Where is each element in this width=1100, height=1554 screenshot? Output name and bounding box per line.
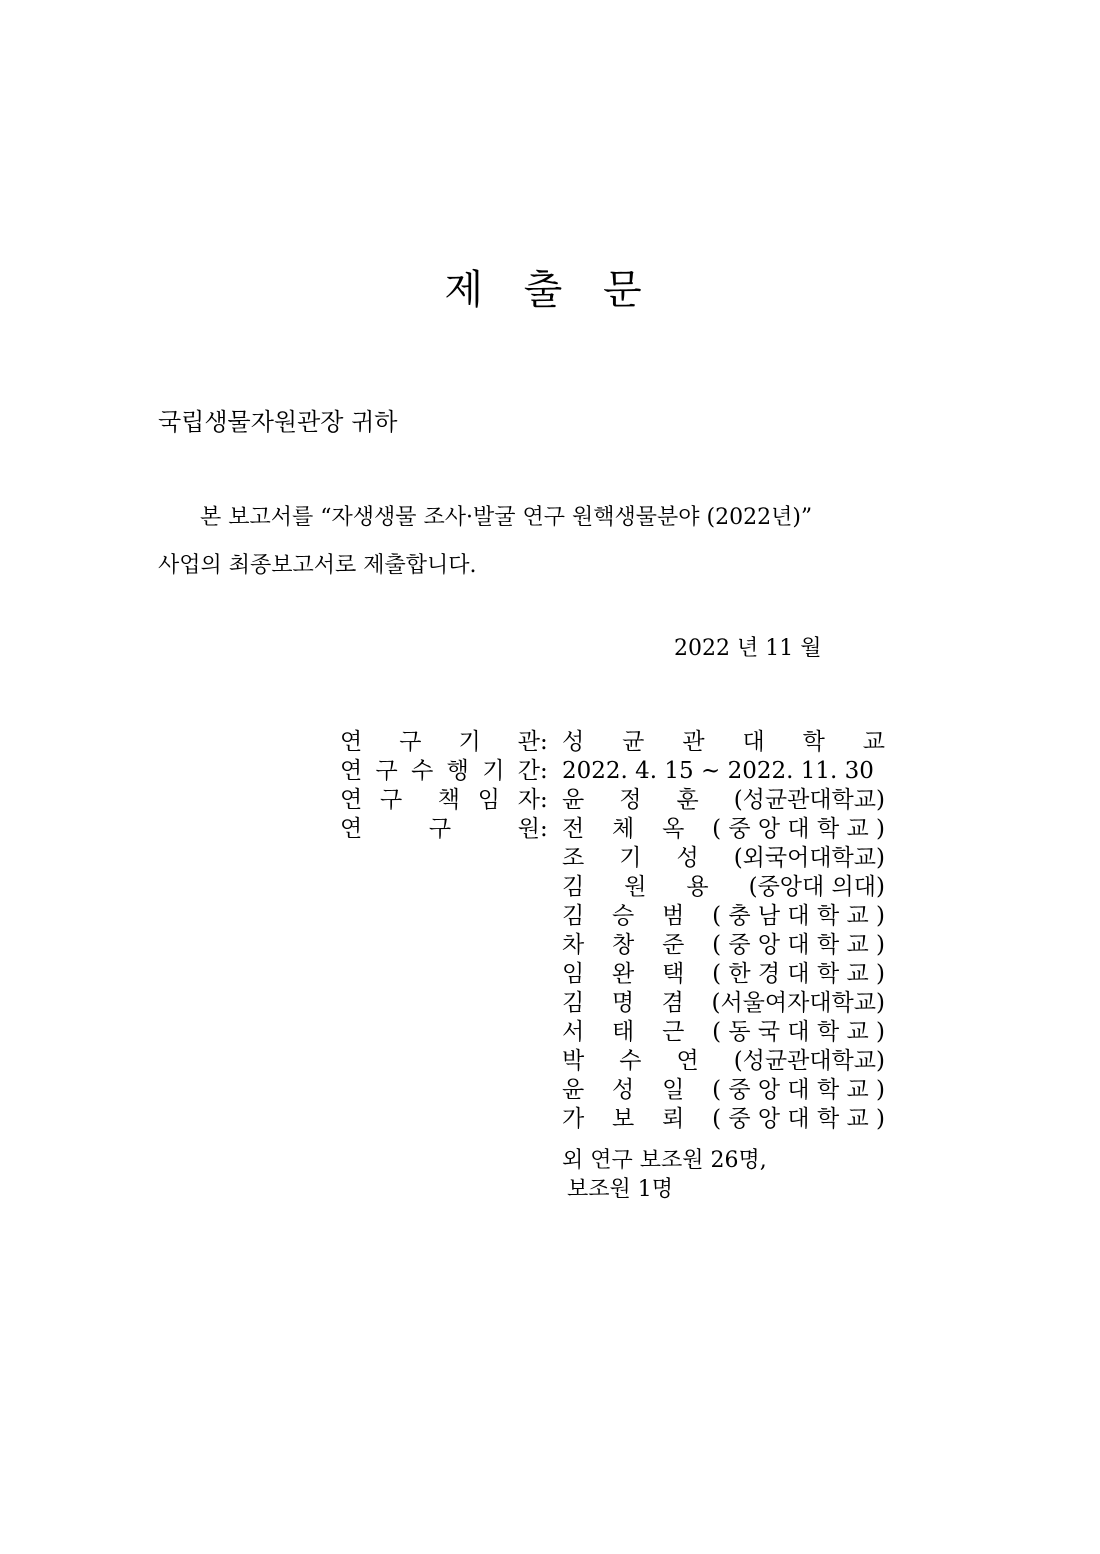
row-researcher-6 [340, 989, 885, 1018]
researcher-entry: 차 창 준 ( 중 앙 대 학 교 ) [562, 932, 885, 958]
body-line-2: 사업의 최종보고서로 제출합니다. [158, 553, 477, 578]
extra-assistant-single: 보조원 1명 [567, 1177, 673, 1202]
row-researcher-2 [340, 873, 885, 902]
researcher-entry: 임 완 택 ( 한 경 대 학 교 ) [562, 961, 885, 987]
row-researcher-8 [340, 1047, 885, 1076]
submission-date: 2022 년 11 월 [674, 636, 822, 661]
researcher-entry: 전 체 옥 ( 중 앙 대 학 교 ) [562, 816, 885, 842]
researcher-entry: 조 기 성 (외국어대학교) [562, 845, 885, 871]
page-title: 제 출 문 [444, 267, 656, 313]
row-researcher-10 [340, 1105, 885, 1134]
row-researcher-3 [340, 902, 885, 931]
info-block [340, 728, 885, 1134]
researcher-entry: 가 보 뢰 ( 중 앙 대 학 교 ) [562, 1106, 885, 1132]
value-period: 2022. 4. 15 ~ 2022. 11. 30 [562, 758, 874, 784]
row-researcher-9 [340, 1076, 885, 1105]
colon: : [540, 787, 548, 813]
researcher-entry: 박 수 연 (성균관대학교) [562, 1048, 885, 1074]
label-pi: 연 구 책 임 자 [340, 787, 540, 813]
row-period [340, 757, 885, 786]
researcher-entry: 김 명 겸 (서울여자대학교) [562, 990, 885, 1016]
row-researcher-0 [340, 815, 885, 844]
colon: : [540, 729, 548, 755]
researcher-entry: 윤 성 일 ( 중 앙 대 학 교 ) [562, 1077, 885, 1103]
recipient: 국립생물자원관장 귀하 [158, 408, 398, 436]
row-researcher-7 [340, 1018, 885, 1047]
researcher-entry: 김 원 용 (중앙대 의대) [562, 874, 885, 900]
researcher-entry: 김 승 범 ( 충 남 대 학 교 ) [562, 903, 885, 929]
row-institution [340, 728, 885, 757]
researcher-entry: 서 태 근 ( 동 국 대 학 교 ) [562, 1019, 885, 1045]
label-period: 연 구 수 행 기 간 [340, 758, 540, 784]
value-pi: 윤 정 훈 (성균관대학교) [562, 787, 885, 813]
colon: : [540, 816, 548, 842]
row-pi [340, 786, 885, 815]
label-institution: 연 구 기 관 [340, 729, 540, 755]
extra-assistants: 외 연구 보조원 26명, [562, 1148, 767, 1173]
value-institution: 성 균 관 대 학 교 [562, 729, 885, 755]
label-researchers: 연 구 원 [340, 816, 540, 842]
row-researcher-1 [340, 844, 885, 873]
row-researcher-5 [340, 960, 885, 989]
row-researcher-4 [340, 931, 885, 960]
body-line-1: 본 보고서를 “자생생물 조사·발굴 연구 원핵생물분야 (2022년)” [200, 505, 813, 530]
colon: : [540, 758, 548, 784]
